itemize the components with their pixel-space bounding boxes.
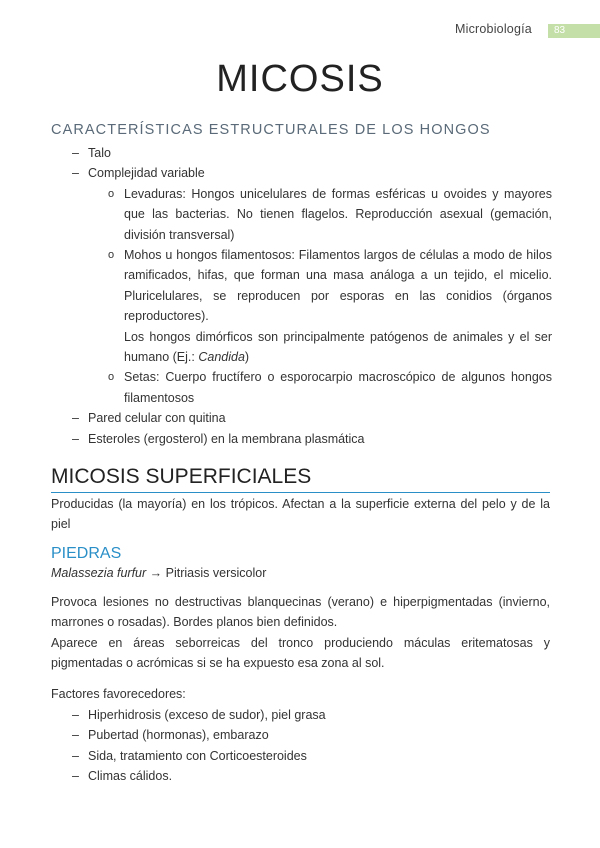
page-title: MICOSIS [216, 58, 384, 100]
structure-heading: CARACTERÍSTICAS ESTRUCTURALES DE LOS HONGOS [51, 122, 491, 138]
sub-list-item: o Mohos u hongos filamentosos: Filamentos largos de células a modo de hilos ramificados, hifas, que forman una masa análoga a un tejido, el micelio. Pluricelulares, se reproducen por esporas en las conidios (órganos reproductores). Los hongos dimórficos son principalmente patógenos de animales y el ser humano (Ej.: Candida) [108, 248, 552, 365]
header-title: Microbiología [455, 22, 532, 36]
list-item: – Esteroles (ergosterol) en la membrana plasmática [72, 431, 365, 446]
superficial-heading: MICOSIS SUPERFICIALES [51, 465, 550, 493]
list-item: – Climas cálidos. [72, 769, 173, 784]
sub-list-item: o Levaduras: Hongos unicelulares de formas esféricas u ovoides y mayores que las bacterias. No tienen flagelos. Reproducción asexual (gemación, división transversal) [108, 186, 552, 242]
list-item: – Complejidad variable o Levaduras: Hongos unicelulares de formas esféricas u ovoides y mayores que las bacterias. No tienen flagelos. Reproducción asexual (gemación, división transversal) o Mohos u hongos filamentosos: Filamentos largos de células a modo de hilos ramificados, hifas, que forman una masa análoga a un tejido, el micelio. Pluricelulares, se reproducen por esporas en las conidios (órganos reproductores). Los hongos dimórficos son principalmente patógenos de animales y el ser humano (Ej.: Candida) o Setas: Cuerpo fructífero o esporocarpio macroscópico de algunos hongos filamentosos [72, 163, 552, 408]
list-item: – Pared celular con quitina [72, 411, 226, 426]
structure-list [72, 143, 552, 449]
factors-list [72, 705, 552, 787]
organism-name: Malassezia furfur [51, 566, 147, 580]
organism-line [51, 563, 550, 583]
factors-label: Factores favorecedores: [51, 687, 186, 701]
page-number: 83 [548, 24, 600, 38]
list-item: – Sida, tratamiento con Corticoesteroides [72, 748, 307, 763]
sub-list-item: o Setas: Cuerpo fructífero o esporocarpio macroscópico de algunos hongos filamentosos [108, 370, 552, 405]
list-item: – Pubertad (hormonas), embarazo [72, 728, 269, 743]
list-item: – Hiperhidrosis (exceso de sudor), piel grasa [72, 708, 326, 722]
arrow-icon: → [149, 566, 163, 580]
list-item: – Talo [72, 146, 111, 160]
complexity-sublist [108, 184, 552, 408]
description-paragraph: Provoca lesiones no destructivas blanquecinas (verano) e hiperpigmentadas (invierno, marrones o rosadas). Bordes planos bien definidos. Aparece en áreas seborreicas del tronco produciendo máculas eritematosas y pigmentadas o acrómicas si se ha expuesto esa zona al sol. [51, 595, 550, 671]
piedras-heading: PIEDRAS [51, 545, 122, 562]
superficial-intro: Producidas (la mayoría) en los trópicos. Afectan a la superficie externa del pelo y de la piel [51, 497, 550, 532]
disease-name: Pitriasis versicolor [165, 566, 267, 580]
